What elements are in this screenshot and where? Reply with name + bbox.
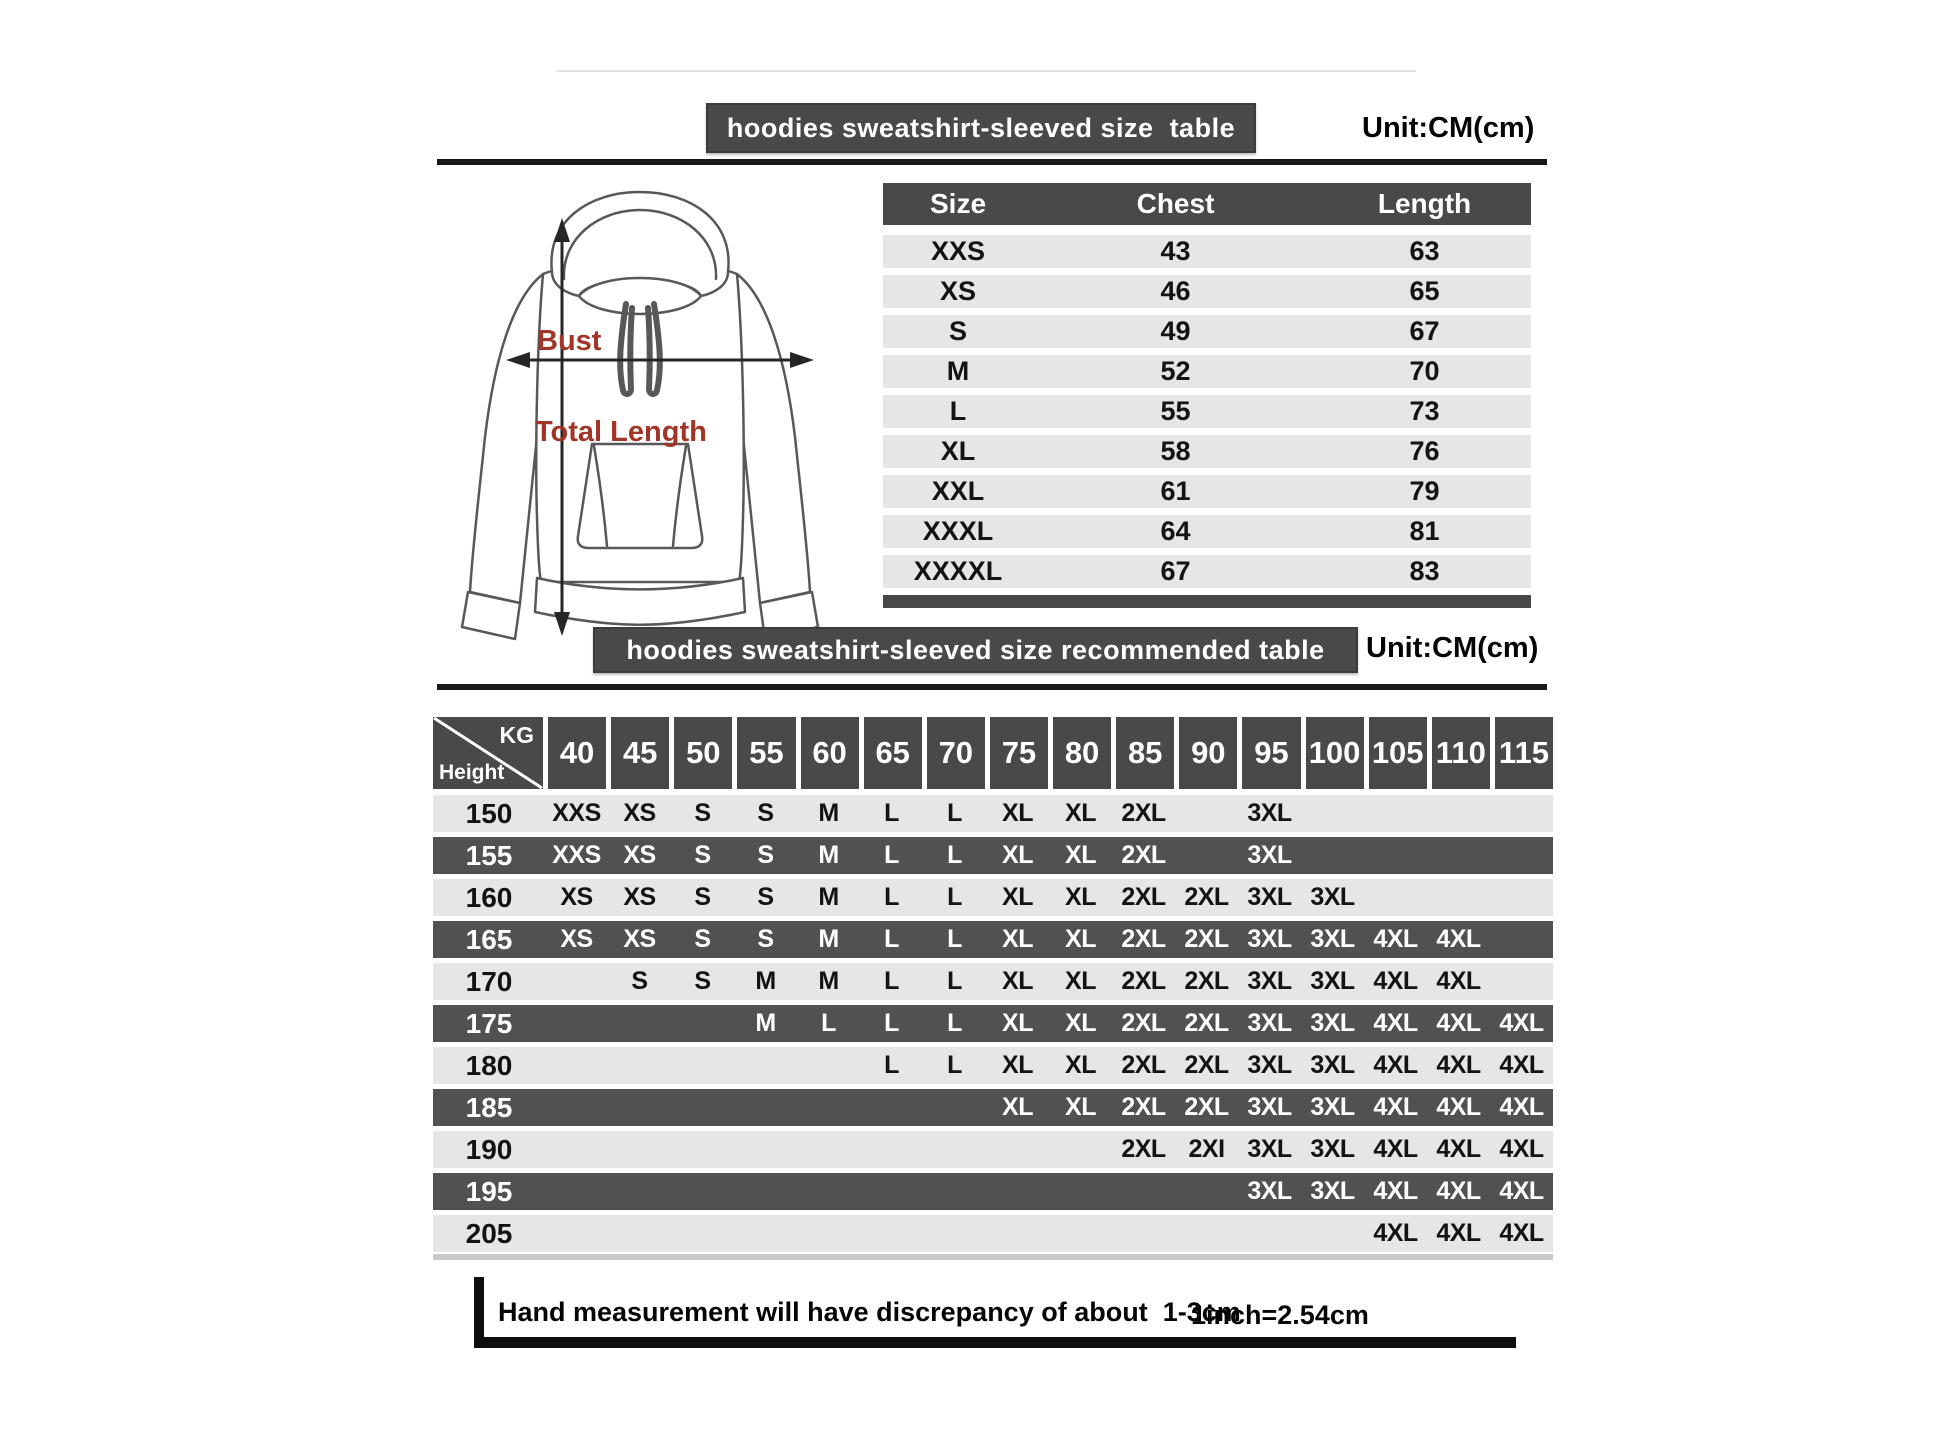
matrix-cell: S <box>694 841 711 869</box>
matrix-cell: S <box>757 841 774 869</box>
matrix-cell: S <box>757 925 774 953</box>
matrix-cell: 4XL <box>1436 1093 1481 1121</box>
matrix-cell: L <box>884 1051 899 1079</box>
matrix-cell: 3XL <box>1247 799 1292 827</box>
matrix-cell: XL <box>1065 967 1096 995</box>
size-cell: 70 <box>1409 356 1440 386</box>
matrix-cell: M <box>818 883 839 911</box>
unit-label-1: Unit:CM(cm) <box>1362 112 1535 144</box>
matrix-row <box>433 1173 1553 1210</box>
matrix-cell: 3XL <box>1310 1009 1355 1037</box>
height-row-label: 160 <box>465 881 513 913</box>
size-column-header: Size <box>929 188 987 219</box>
matrix-cell: 3XL <box>1247 967 1292 995</box>
weight-column-header: 100 <box>1306 717 1364 789</box>
matrix-cell: 4XL <box>1436 925 1481 953</box>
height-row-label: 155 <box>465 839 513 871</box>
height-row-label: 170 <box>465 965 513 997</box>
matrix-cell: 3XL <box>1310 1135 1355 1163</box>
size-table <box>883 183 1531 608</box>
size-table-header <box>883 183 1531 225</box>
matrix-cell: 4XL <box>1436 967 1481 995</box>
size-table-row <box>883 395 1531 428</box>
matrix-cell: XS <box>560 883 593 911</box>
matrix-cell: S <box>694 883 711 911</box>
matrix-cell: 3XL <box>1310 1177 1355 1205</box>
matrix-row <box>433 879 1553 916</box>
hoodie-line-art-icon <box>440 182 840 644</box>
matrix-cell: S <box>694 799 711 827</box>
size-cell: XXXL <box>922 516 994 546</box>
weight-column-header: 65 <box>864 717 922 789</box>
matrix-row <box>433 1047 1553 1084</box>
matrix-row <box>433 921 1553 958</box>
size-cell: XXS <box>930 236 986 266</box>
footer-left-bar <box>474 1277 484 1341</box>
size-cell: L <box>949 396 967 426</box>
height-row-label: 185 <box>465 1091 513 1123</box>
matrix-cell: XS <box>623 925 656 953</box>
height-row-label: 165 <box>465 923 513 955</box>
weight-column-header: 80 <box>1053 717 1111 789</box>
matrix-cell: 3XL <box>1247 1093 1292 1121</box>
bust-label: Bust <box>537 325 602 357</box>
matrix-header <box>433 717 1553 789</box>
matrix-cell: 2XL <box>1184 1051 1229 1079</box>
matrix-cell: 3XL <box>1310 1051 1355 1079</box>
matrix-cell: L <box>884 925 899 953</box>
matrix-cell: XL <box>1002 1093 1033 1121</box>
matrix-cell: XL <box>1065 1051 1096 1079</box>
matrix-cell: XL <box>1002 799 1033 827</box>
matrix-cell: XXS <box>552 799 601 827</box>
matrix-cell: 3XL <box>1247 1177 1292 1205</box>
size-table-bottom-bar <box>883 595 1531 608</box>
matrix-cell: L <box>947 883 962 911</box>
matrix-cell: 4XL <box>1373 925 1418 953</box>
matrix-cell: XS <box>623 799 656 827</box>
section-divider-2 <box>437 684 1547 690</box>
matrix-cell: 4XL <box>1373 1051 1418 1079</box>
recommend-table <box>433 717 1553 1260</box>
matrix-row <box>433 963 1553 1000</box>
matrix-cell: 4XL <box>1499 1009 1544 1037</box>
matrix-cell: 4XL <box>1436 1009 1481 1037</box>
corner-kg-label: KG <box>499 722 534 748</box>
matrix-cell: 2XL <box>1121 1135 1166 1163</box>
matrix-cell: 2XI <box>1188 1135 1225 1163</box>
matrix-cell: XL <box>1065 925 1096 953</box>
matrix-cell: 2XL <box>1121 925 1166 953</box>
size-cell: 67 <box>1160 556 1191 586</box>
matrix-cell: XL <box>1065 1009 1096 1037</box>
size-cell: XXXXL <box>913 556 1003 586</box>
matrix-cell: 3XL <box>1247 925 1292 953</box>
size-cell: XXL <box>931 476 985 506</box>
size-table-row <box>883 515 1531 548</box>
matrix-cell: L <box>884 841 899 869</box>
matrix-cell: 2XL <box>1184 1009 1229 1037</box>
size-column-header: Length <box>1377 188 1472 219</box>
size-cell: 73 <box>1409 396 1440 426</box>
footer-conversion: 1inch=2.54cm <box>1191 1300 1369 1330</box>
matrix-cell: 2XL <box>1121 1051 1166 1079</box>
matrix-cell: 2XL <box>1184 883 1229 911</box>
size-cell: 58 <box>1160 436 1191 466</box>
matrix-cell: 2XL <box>1121 799 1166 827</box>
matrix-cell: XL <box>1065 1093 1096 1121</box>
matrix-cell: L <box>947 1009 962 1037</box>
matrix-cell: S <box>757 883 774 911</box>
section-divider-1 <box>437 159 1547 165</box>
matrix-cell: 2XL <box>1121 883 1166 911</box>
size-cell: 67 <box>1409 316 1440 346</box>
matrix-cell: 2XL <box>1184 967 1229 995</box>
size-cell: 79 <box>1409 476 1440 506</box>
weight-column-header: 70 <box>927 717 985 789</box>
unit-label-2: Unit:CM(cm) <box>1366 632 1539 664</box>
size-cell: 76 <box>1409 436 1440 466</box>
hoodie-figure <box>440 182 840 644</box>
size-column-header: Chest <box>1136 188 1215 219</box>
matrix-cell: XXS <box>552 841 601 869</box>
size-cell: 65 <box>1409 276 1440 306</box>
hoodie-neck-opening <box>579 278 701 314</box>
matrix-cell: 3XL <box>1247 1009 1292 1037</box>
matrix-bottom-edge <box>433 1254 1553 1260</box>
matrix-cell: 3XL <box>1310 925 1355 953</box>
height-row-label: 195 <box>465 1175 513 1207</box>
matrix-cell: L <box>947 1051 962 1079</box>
matrix-cell: XL <box>1065 799 1096 827</box>
matrix-row <box>433 1089 1553 1126</box>
matrix-cell: XL <box>1002 925 1033 953</box>
matrix-cell: S <box>694 967 711 995</box>
size-table-row <box>883 315 1531 348</box>
matrix-cell: 4XL <box>1373 1219 1418 1247</box>
matrix-cell: L <box>884 883 899 911</box>
size-table-body <box>883 235 1531 588</box>
matrix-cell: M <box>818 799 839 827</box>
footer-underline <box>474 1337 1516 1348</box>
matrix-cell: XS <box>623 883 656 911</box>
size-cell: 46 <box>1160 276 1191 306</box>
matrix-cell: 2XL <box>1184 1093 1229 1121</box>
weight-column-header: 40 <box>548 717 606 789</box>
weight-column-header: 90 <box>1179 717 1237 789</box>
height-row-label: 180 <box>465 1049 513 1081</box>
size-table-row <box>883 555 1531 588</box>
matrix-cell: 2XL <box>1121 1093 1166 1121</box>
matrix-cell: 4XL <box>1373 1177 1418 1205</box>
height-row-label: 150 <box>465 797 513 829</box>
weight-column-header: 115 <box>1495 717 1553 789</box>
size-table-row <box>883 435 1531 468</box>
hoodie-left-sleeve <box>470 274 543 603</box>
matrix-cell: 4XL <box>1499 1135 1544 1163</box>
matrix-cell: 3XL <box>1247 841 1292 869</box>
size-cell: 52 <box>1160 356 1191 386</box>
size-cell: XL <box>940 436 976 466</box>
matrix-cell: L <box>884 799 899 827</box>
matrix-cell: XL <box>1002 883 1033 911</box>
size-cell: M <box>946 356 970 386</box>
matrix-cell: M <box>818 967 839 995</box>
matrix-cell: L <box>821 1009 836 1037</box>
matrix-row <box>433 1005 1553 1042</box>
matrix-cell: 4XL <box>1373 1093 1418 1121</box>
matrix-cell: 4XL <box>1499 1177 1544 1205</box>
matrix-cell: M <box>818 841 839 869</box>
matrix-cell: 4XL <box>1499 1219 1544 1247</box>
total-length-label: Total Length <box>535 416 707 448</box>
size-cell: 81 <box>1409 516 1440 546</box>
matrix-cell: XL <box>1002 1009 1033 1037</box>
matrix-cell: M <box>755 1009 776 1037</box>
size-cell: 49 <box>1160 316 1191 346</box>
matrix-cell: M <box>755 967 776 995</box>
matrix-cell: L <box>947 841 962 869</box>
recommend-table-title: hoodies sweatshirt-sleeved size recommended table <box>593 627 1358 673</box>
matrix-cell: 3XL <box>1247 883 1292 911</box>
matrix-cell: 2XL <box>1184 925 1229 953</box>
height-row-label: 190 <box>465 1133 513 1165</box>
size-table-title: hoodies sweatshirt-sleeved size table <box>706 103 1256 153</box>
height-row-label: 175 <box>465 1007 513 1039</box>
matrix-cell: 3XL <box>1247 1135 1292 1163</box>
matrix-cell: XL <box>1002 967 1033 995</box>
matrix-cell: 3XL <box>1247 1051 1292 1079</box>
size-cell: 83 <box>1409 556 1440 586</box>
matrix-cell: 4XL <box>1436 1219 1481 1247</box>
top-hairline-divider <box>556 70 1416 72</box>
matrix-cell: 3XL <box>1310 1093 1355 1121</box>
matrix-cell: 4XL <box>1373 1135 1418 1163</box>
size-cell: 63 <box>1409 236 1440 266</box>
footer-note: Hand measurement will have discrepancy of about 1-3cm <box>498 1297 1241 1327</box>
matrix-corner-cell <box>433 717 543 789</box>
matrix-cell: 4XL <box>1436 1177 1481 1205</box>
matrix-cell: 4XL <box>1436 1051 1481 1079</box>
weight-column-header: 105 <box>1369 717 1427 789</box>
corner-height-label: Height <box>439 761 505 784</box>
matrix-cell: 4XL <box>1499 1093 1544 1121</box>
matrix-cell: L <box>884 1009 899 1037</box>
weight-column-header: 60 <box>801 717 859 789</box>
matrix-cell: XL <box>1065 883 1096 911</box>
matrix-cell: 2XL <box>1121 841 1166 869</box>
matrix-cell: 4XL <box>1499 1051 1544 1079</box>
matrix-cell: L <box>884 967 899 995</box>
height-row-label: 205 <box>465 1217 513 1249</box>
size-table-row <box>883 235 1531 268</box>
matrix-cell: XL <box>1002 841 1033 869</box>
size-cell: 64 <box>1160 516 1191 546</box>
matrix-cell: 2XL <box>1121 967 1166 995</box>
matrix-row <box>433 1131 1553 1168</box>
matrix-body <box>433 795 1553 1252</box>
weight-column-header: 95 <box>1242 717 1300 789</box>
matrix-cell: S <box>631 967 648 995</box>
weight-column-header: 55 <box>737 717 795 789</box>
matrix-cell: 4XL <box>1436 1135 1481 1163</box>
matrix-row <box>433 1215 1553 1252</box>
size-cell: 55 <box>1160 396 1191 426</box>
weight-column-header: 85 <box>1116 717 1174 789</box>
matrix-cell: S <box>694 925 711 953</box>
matrix-cell: 4XL <box>1373 967 1418 995</box>
weight-column-header: 75 <box>990 717 1048 789</box>
size-cell: 61 <box>1160 476 1191 506</box>
matrix-cell: L <box>947 799 962 827</box>
matrix-cell: S <box>757 799 774 827</box>
size-table-row <box>883 475 1531 508</box>
matrix-cell: XS <box>560 925 593 953</box>
weight-column-header: 50 <box>674 717 732 789</box>
matrix-cell: M <box>818 925 839 953</box>
weight-column-header: 110 <box>1432 717 1490 789</box>
matrix-cell: 3XL <box>1310 967 1355 995</box>
matrix-cell: 4XL <box>1373 1009 1418 1037</box>
matrix-cell: L <box>947 967 962 995</box>
matrix-cell: L <box>947 925 962 953</box>
hoodie-right-sleeve <box>737 274 810 603</box>
matrix-cell: 2XL <box>1121 1009 1166 1037</box>
matrix-row <box>433 837 1553 874</box>
size-cell: XS <box>939 276 977 306</box>
size-cell: S <box>948 316 967 346</box>
matrix-cell: XL <box>1065 841 1096 869</box>
matrix-row <box>433 795 1553 832</box>
weight-column-header: 45 <box>611 717 669 789</box>
size-table-row <box>883 275 1531 308</box>
matrix-cell: 3XL <box>1310 883 1355 911</box>
size-table-row <box>883 355 1531 388</box>
matrix-cell: XL <box>1002 1051 1033 1079</box>
matrix-cell: XS <box>623 841 656 869</box>
size-cell: 43 <box>1160 236 1191 266</box>
